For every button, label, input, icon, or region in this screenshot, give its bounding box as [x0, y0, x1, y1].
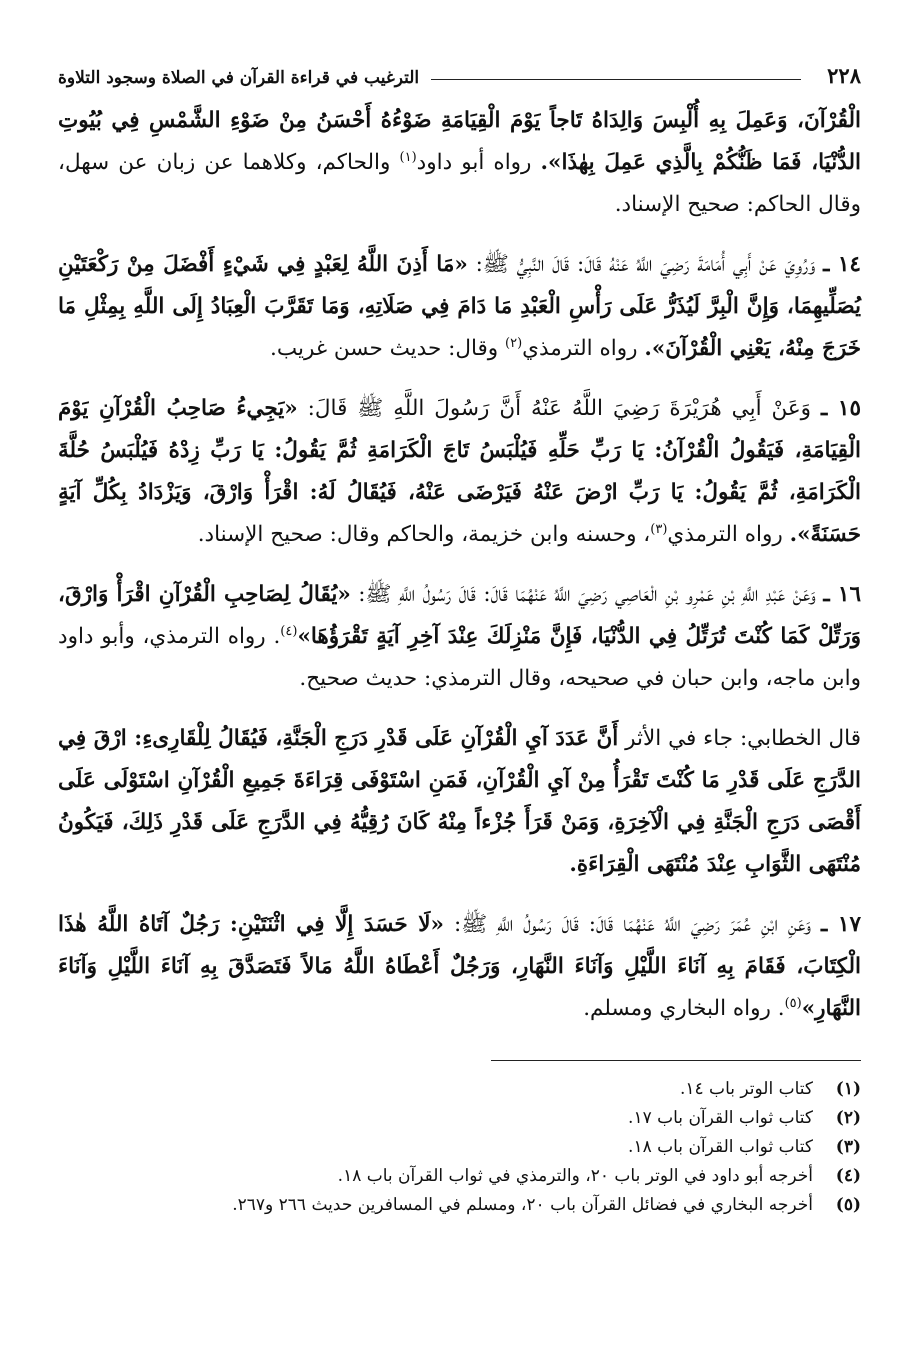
footnote [58, 1075, 861, 1104]
paragraph [58, 574, 861, 700]
running-title: الترغيب في قراءة القرآن في الصلاة وسجود التلاوة [58, 68, 420, 88]
attribution: رواه الترمذي [522, 336, 645, 361]
page-header [58, 58, 861, 88]
attribution-rest: ، وحسنه وابن خزيمة، والحاكم وقال: صحيح الإسناد. [197, 522, 651, 547]
footnote-text: كتاب ثواب القرآن باب ١٧. [628, 1108, 813, 1128]
footnote-ref: (١) [399, 149, 417, 165]
footnote-text: أخرجه أبو داود في الوتر باب ٢٠، والترمذي في ثواب القرآن باب ١٨. [337, 1166, 813, 1186]
footnote-ref: (٤) [280, 623, 298, 639]
hadith-number: ١٥ ـ [821, 396, 861, 421]
footnote-text: أخرجه البخاري في فضائل القرآن باب ٢٠، ومسلم في المسافرين حديث ٢٦٦ و٢٦٧. [232, 1195, 813, 1215]
hadith-quote: «لَا حَسَدَ إِلَّا فِي اثْنَتَيْنِ: رَجُلٌ آتَاهُ اللَّهُ هٰذَا الْكِتَابَ، فَقَامَ بِهِ آنَاءَ اللَّيْلِ وَآنَاءَ النَّهَارِ، وَرَجُلٌ أَعْطَاهُ اللَّهُ مَالاً فَتَصَدَّقَ بِهِ آنَاءَ اللَّيْلِ وَآنَاءَ النَّهَارِ» [58, 912, 861, 1021]
footnote-mark: (١) [835, 1079, 861, 1099]
paragraph-opening: وَرُوِيَ عَنْ أَبِي أُمَامَةَ رَضِيَ اللَّهُ عَنْهُ قَالَ: قَالَ النَّبِيُّ ﷺ: [467, 252, 824, 277]
body-text [58, 100, 861, 1030]
attribution-rest: والحاكم، وكلاهما عن زبان عن سهل، وقال الحاكم: صحيح الإسناد. [58, 150, 861, 217]
page-number: ٢٢٨ [827, 63, 861, 88]
paragraph-opening: وَعَنْ عَبْدِ اللَّهِ بْنِ عَمْرِو بْنِ الْعَاصِي رَضِيَ اللَّهُ عَنْهُمَا قَالَ: قَالَ رَسُولُ اللَّهِ ﷺ: [350, 582, 824, 607]
footnote-text: كتاب ثواب القرآن باب ١٨. [628, 1137, 813, 1157]
paragraph [58, 388, 861, 556]
hadith-number: ١٤ ـ [823, 252, 861, 277]
hadith-quote: «مَا أَذِنَ اللَّهُ لِعَبْدٍ فِي شَيْءٍ أَفْضَلَ مِنْ رَكْعَتَيْنِ يُصَلِّيهِمَا، وَإِنَّ الْبِرَّ لَيُذَرُّ عَلَى رَأْسِ الْعَبْدِ مَا دَامَ فِي صَلَاتِهِ، وَمَا تَقَرَّبَ الْعِبَادُ إِلَى اللَّهِ بِمِثْلِ مَا خَرَجَ مِنْهُ، يَعْنِي الْقُرْآنَ». [58, 252, 861, 361]
footnote-ref: (٣) [650, 521, 668, 537]
header-rule [431, 79, 801, 80]
footnote-mark: (٢) [835, 1108, 861, 1128]
footnote-mark: (٥) [835, 1195, 861, 1215]
hadith-number: ١٦ ـ [823, 582, 861, 607]
footnote [58, 1133, 861, 1162]
attribution: رواه أبو داود [416, 150, 541, 175]
footnote [58, 1191, 861, 1220]
paragraph [58, 244, 861, 370]
footnotes [58, 1075, 861, 1220]
paragraph-opening: وَعَنِ ابْنِ عُمَرَ رَضِيَ اللَّهُ عَنْهُمَا قَالَ: قَالَ رَسُولُ اللَّهِ ﷺ: [444, 912, 821, 937]
footnote-mark: (٤) [835, 1166, 861, 1186]
hadith-quote: الْقُرْآنَ، وَعَمِلَ بِهِ أُلْبِسَ وَالِدَاهُ تَاجاً يَوْمَ الْقِيَامَةِ ضَوْءُهُ أَحْسَنُ مِنْ ضَوْءِ الشَّمْسِ فِي بُيُوتِ الدُّنْيَا، فَمَا ظَنُّكُمْ بِالَّذِي عَمِلَ بِهٰذَا». [58, 108, 861, 175]
footnote-text: كتاب الوتر باب ١٤. [679, 1079, 813, 1099]
attribution-rest: . رواه البخاري ومسلم. [583, 996, 785, 1021]
footnote-mark: (٣) [835, 1137, 861, 1157]
commentary-quote: أَنَّ عَدَدَ آيِ الْقُرْآنِ عَلَى قَدْرِ دَرَجِ الْجَنَّةِ، فَيُقَالُ لِلْقَارِىءِ: ارْقَ فِي الدَّرَجِ عَلَى قَدْرِ مَا كُنْتَ تَقْرَأُ مِنْ آيِ الْقُرْآنِ، فَمَنِ اسْتَوْفَى قِرَاءَةَ جَمِيعِ الْقُرْآنِ اسْتَوْلَى عَلَى أَقْصَى دَرَجِ الْجَنَّةِ فِي الْآخِرَةِ، وَمَنْ قَرَأَ جُزْءاً مِنْهُ كَانَ رُقِيُّهُ فِي الدَّرَجِ عَلَى قَدْرِ ذَلِكَ، فَيَكُونُ مُنْتَهَى الثَّوَابِ عِنْدَ مُنْتَهَى الْقِرَاءَةِ. [58, 726, 861, 877]
hadith-quote: «يُقَالُ لِصَاحِبِ الْقُرْآنِ اقْرَأْ وَارْقَ، وَرَتِّلْ كَمَا كُنْتَ تُرَتِّلُ فِي الدُّنْيَا، فَإِنَّ مَنْزِلَكَ عِنْدَ آخِرِ آيَةٍ تَقْرَؤُهَا» [58, 582, 861, 649]
footnote [58, 1104, 861, 1133]
attribution-rest: . رواه الترمذي، وأبو داود وابن ماجه، وابن حبان في صحيحه، وقال الترمذي: حديث صحيح. [58, 624, 861, 691]
footnote [58, 1162, 861, 1191]
footnote-ref: (٢) [505, 335, 523, 351]
attribution: رواه الترمذي [667, 522, 790, 547]
paragraph [58, 718, 861, 886]
hadith-quote: «يَجِيءُ صَاحِبُ الْقُرْآنِ يَوْمَ الْقِيَامَةِ، فَيَقُولُ الْقُرْآنُ: يَا رَبِّ حَلِّهِ فَيُلْبَسُ تَاجَ الْكَرَامَةِ ثُمَّ يَقُولُ: يَا رَبِّ زِدْهُ فَيُلْبَسُ حُلَّةَ الْكَرَامَةِ، ثُمَّ يَقُولُ: يَا رَبِّ ارْضَ عَنْهُ فَيَرْضَى عَنْهُ، فَيُقَالُ لَهُ: اقْرَأْ وَارْقَ، وَيَزْدَادُ بِكُلِّ آيَةٍ حَسَنَةً». [58, 396, 861, 547]
hadith-number: ١٧ ـ [820, 912, 861, 937]
paragraph [58, 100, 861, 226]
paragraph-opening: قال الخطابي: جاء في الأثر [618, 726, 861, 751]
attribution-rest: وقال: حديث حسن غريب. [270, 336, 505, 361]
footnote-separator [491, 1060, 861, 1061]
paragraph [58, 904, 861, 1030]
footnote-ref: (٥) [784, 995, 802, 1011]
paragraph-opening: وَعَنْ أَبِي هُرَيْرَةَ رَضِيَ اللَّهُ عَنْهُ أَنَّ رَسُولَ اللَّهِ ﷺ قَالَ: [297, 396, 821, 421]
